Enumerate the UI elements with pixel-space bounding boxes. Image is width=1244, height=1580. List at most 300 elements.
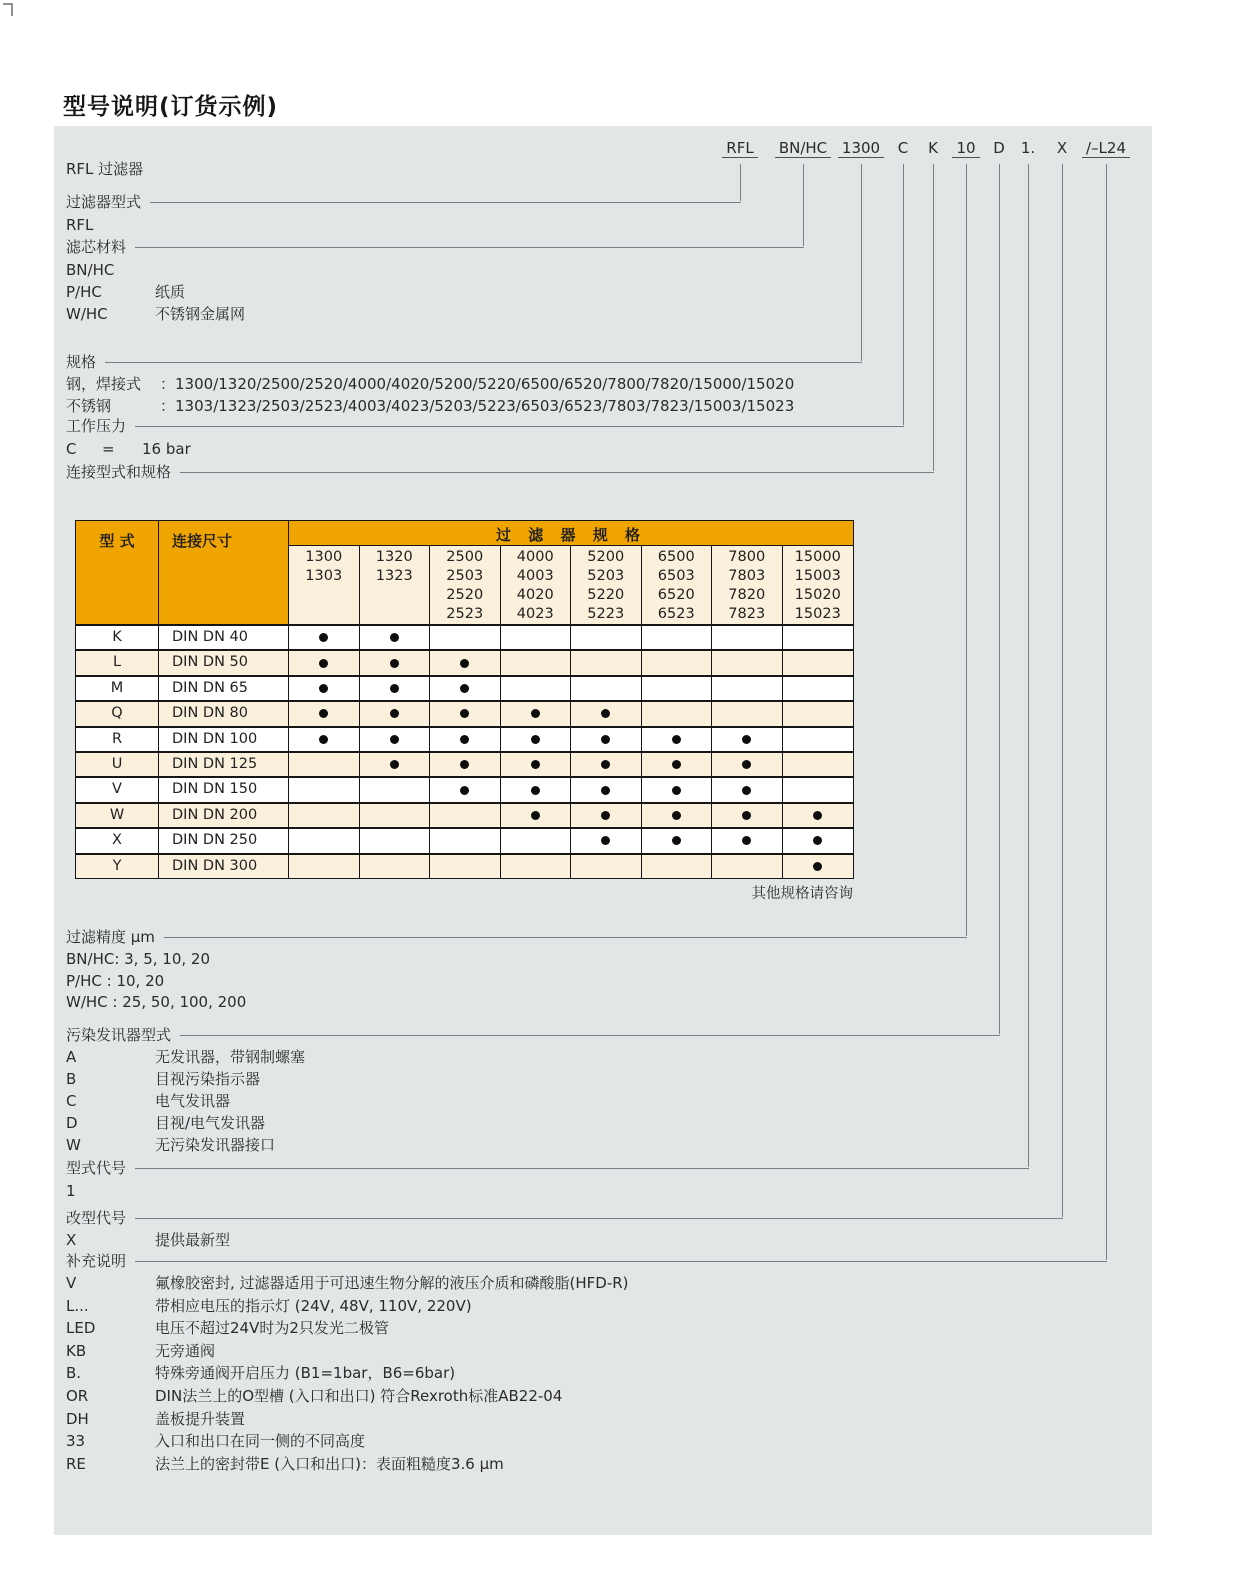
- spec-cell: [712, 753, 783, 776]
- item-code: 33: [66, 1432, 86, 1450]
- spec-cell: [783, 855, 854, 878]
- section-label: 型式代号: [66, 1158, 127, 1177]
- section-rule: [164, 937, 967, 938]
- availability-dot: [601, 709, 610, 718]
- spec-cell: [430, 778, 501, 801]
- spec-cell: [571, 728, 642, 751]
- table-row: [76, 649, 853, 674]
- text-line: P/HC : 10, 20: [66, 972, 165, 990]
- item-desc: 盖板提升装置: [155, 1410, 246, 1428]
- code-segment-text: /–L24: [1082, 139, 1130, 158]
- availability-dot: [531, 709, 540, 718]
- table-header-span: 过 滤 器 规 格: [289, 521, 853, 546]
- availability-dot: [672, 735, 681, 744]
- section-rule: [135, 1218, 1063, 1219]
- spec-number: 2520: [446, 587, 484, 603]
- size-values: 1300/1320/2500/2520/4000/4020/5200/5220/6500/6520/7800/7820/15000/15020: [175, 375, 795, 393]
- spec-col-header: [712, 546, 783, 624]
- spec-number: 4003: [516, 568, 554, 584]
- text-line: 1: [66, 1182, 76, 1200]
- spec-cell: [571, 626, 642, 649]
- spec-cell: [642, 753, 713, 776]
- section-rule: [135, 247, 804, 248]
- section-label: 污染发讯器型式: [66, 1025, 172, 1044]
- item-code: C: [66, 1092, 77, 1110]
- code-segment-text: 1300: [838, 139, 884, 158]
- item-desc: 无污染发讯器接口: [155, 1136, 276, 1154]
- item-code: DH: [66, 1410, 89, 1428]
- corner-registration-mark: [3, 3, 13, 16]
- spec-number: 1300: [305, 549, 343, 565]
- spec-cell: [360, 829, 431, 852]
- spec-number: 2523: [446, 606, 484, 622]
- spec-cell: [571, 753, 642, 776]
- spec-cell: [712, 728, 783, 751]
- type-cell: W: [76, 804, 159, 827]
- availability-dot: [390, 659, 399, 668]
- spec-cell: [430, 677, 501, 700]
- spec-cell: [501, 728, 572, 751]
- size-cell: DIN DN 100: [159, 728, 289, 751]
- size-label: 不锈钢: [66, 397, 112, 415]
- item-code: B.: [66, 1364, 82, 1382]
- spec-cell: [289, 829, 360, 852]
- availability-dot: [390, 760, 399, 769]
- spec-cell: [501, 626, 572, 649]
- section-rule: [135, 1168, 1029, 1169]
- spec-cell: [430, 753, 501, 776]
- connector-vline: [903, 164, 904, 425]
- spec-cell: [360, 677, 431, 700]
- spec-cell: [783, 651, 854, 674]
- item-code: LED: [66, 1319, 96, 1337]
- spec-col-header: [289, 546, 360, 624]
- code-segment-text: BN/HC: [775, 139, 831, 158]
- spec-number: 2503: [446, 568, 484, 584]
- spec-cell: [642, 804, 713, 827]
- code-desc-line: [66, 261, 155, 280]
- availability-dot: [813, 862, 822, 871]
- availability-dot: [390, 709, 399, 718]
- availability-dot: [460, 760, 469, 769]
- section-label-row: [66, 352, 862, 370]
- item-desc: 特殊旁通阀开启压力 (B1=1bar，B6=6bar): [155, 1364, 456, 1382]
- item-desc: 不锈钢金属网: [155, 305, 246, 323]
- spec-cell: [642, 702, 713, 725]
- code-desc-line: [66, 1319, 389, 1338]
- type-cell: Q: [76, 702, 159, 725]
- spec-number: 5220: [587, 587, 625, 603]
- code-desc-line: [66, 1342, 215, 1361]
- type-cell: R: [76, 728, 159, 751]
- code-desc-line: [66, 283, 185, 302]
- spec-cell: [289, 651, 360, 674]
- code-desc-line: [66, 305, 245, 324]
- spec-table: [75, 520, 854, 879]
- section-rule: [135, 426, 904, 427]
- code-desc-line: [66, 1114, 265, 1133]
- availability-dot: [390, 735, 399, 744]
- spec-cell: [501, 804, 572, 827]
- spec-cell: [783, 626, 854, 649]
- spec-cell: [712, 778, 783, 801]
- code-segment-text: 10: [952, 139, 979, 158]
- code-desc-line: [66, 1364, 455, 1383]
- spec-cell: [501, 753, 572, 776]
- item-code: B: [66, 1070, 77, 1088]
- item-code: RE: [66, 1455, 86, 1473]
- connector-vline: [803, 164, 804, 246]
- spec-cell: [783, 778, 854, 801]
- item-desc: 带相应电压的指示灯 (24V, 48V, 110V, 220V): [155, 1297, 472, 1315]
- spec-number: 15003: [794, 568, 841, 584]
- spec-cell: [571, 855, 642, 878]
- spec-number: 7823: [728, 606, 766, 622]
- section-label-row: [66, 462, 934, 480]
- pressure-value: 16 bar: [142, 440, 191, 458]
- spec-cell: [783, 753, 854, 776]
- item-desc: 无发讯器，带钢制螺塞: [155, 1048, 306, 1066]
- section-label: 滤芯材料: [66, 237, 127, 256]
- size-cell: DIN DN 200: [159, 804, 289, 827]
- spec-cell: [289, 626, 360, 649]
- item-desc: 纸质: [155, 283, 186, 301]
- code-segment-text: C: [897, 139, 909, 157]
- spec-cell: [642, 677, 713, 700]
- spec-cell: [430, 728, 501, 751]
- table-header-type: 型 式: [76, 521, 159, 624]
- spec-cell: [571, 778, 642, 801]
- code-desc-line: [66, 1274, 629, 1293]
- spec-cell: [642, 855, 713, 878]
- table-row: [76, 827, 853, 852]
- spec-number: 4000: [516, 549, 554, 565]
- type-cell: V: [76, 778, 159, 801]
- spec-number: 6500: [657, 549, 695, 565]
- spec-number: 5203: [587, 568, 625, 584]
- item-code: KB: [66, 1342, 87, 1360]
- connector-vline: [933, 164, 934, 471]
- spec-cell: [501, 677, 572, 700]
- size-line: [66, 375, 794, 394]
- code-desc-line: [66, 1231, 230, 1250]
- spec-cell: [712, 651, 783, 674]
- spec-col-header: [430, 546, 501, 624]
- spec-cell: [430, 651, 501, 674]
- availability-dot: [813, 836, 822, 845]
- spec-cell: [289, 804, 360, 827]
- table-header-specs: [289, 521, 853, 624]
- spec-cell: [360, 702, 431, 725]
- spec-cell: [501, 829, 572, 852]
- pressure-line: [66, 440, 191, 459]
- spec-number: 15020: [794, 587, 841, 603]
- code-desc-line: [66, 1297, 472, 1316]
- code-segment: [1061, 139, 1151, 159]
- size-values: 1303/1323/2503/2523/4003/4023/5203/5223/6503/6523/7803/7823/15003/15023: [175, 397, 795, 415]
- section-label: 过滤器型式: [66, 192, 142, 211]
- pressure-eq: =: [102, 440, 115, 458]
- availability-dot: [460, 709, 469, 718]
- spec-cell: [289, 778, 360, 801]
- page-title: 型号说明(订货示例): [63, 94, 279, 120]
- spec-cell: [360, 778, 431, 801]
- item-desc: 无旁通阀: [155, 1342, 216, 1360]
- item-code: V: [66, 1274, 77, 1292]
- spec-cell: [289, 728, 360, 751]
- availability-dot: [742, 786, 751, 795]
- connector-vline: [740, 164, 741, 201]
- spec-cell: [783, 728, 854, 751]
- section-label-row: [66, 192, 741, 210]
- item-code: BN/HC: [66, 261, 115, 279]
- type-cell: K: [76, 626, 159, 649]
- section-label: 补充说明: [66, 1251, 127, 1270]
- spec-number: 6523: [657, 606, 695, 622]
- code-desc-line: [66, 1048, 305, 1067]
- connector-vline: [1028, 164, 1029, 1167]
- spec-number: 1320: [375, 549, 413, 565]
- spec-cell: [501, 702, 572, 725]
- section-label-row: [66, 1251, 1107, 1269]
- type-cell: L: [76, 651, 159, 674]
- availability-dot: [460, 786, 469, 795]
- section-label-row: [66, 1208, 1063, 1226]
- code-segment-text: D: [993, 139, 1005, 157]
- item-code: OR: [66, 1387, 89, 1405]
- availability-dot: [319, 684, 328, 693]
- item-code: W: [66, 1136, 81, 1154]
- type-cell: U: [76, 753, 159, 776]
- table-row: [76, 751, 853, 776]
- table-row: [76, 776, 853, 801]
- size-cell: DIN DN 40: [159, 626, 289, 649]
- availability-dot: [601, 836, 610, 845]
- size-cell: DIN DN 250: [159, 829, 289, 852]
- spec-number: 7803: [728, 568, 766, 584]
- availability-dot: [672, 760, 681, 769]
- availability-dot: [531, 786, 540, 795]
- pressure-code: C: [66, 440, 77, 458]
- spec-number: 6503: [657, 568, 695, 584]
- spec-cell: [289, 753, 360, 776]
- section-label-row: [66, 1025, 1000, 1043]
- availability-dot: [531, 735, 540, 744]
- section-label: 过滤精度 µm: [66, 927, 155, 946]
- section-label-row: [66, 1158, 1029, 1176]
- spec-cell: [571, 651, 642, 674]
- text-line: RFL 过滤器: [66, 160, 144, 178]
- spec-cell: [783, 804, 854, 827]
- code-desc-line: [66, 1410, 245, 1429]
- size-cell: DIN DN 125: [159, 753, 289, 776]
- spec-number: 5223: [587, 606, 625, 622]
- spec-number: 6520: [657, 587, 695, 603]
- code-desc-line: [66, 1455, 504, 1474]
- availability-dot: [672, 786, 681, 795]
- availability-dot: [601, 811, 610, 820]
- spec-cell: [430, 829, 501, 852]
- availability-dot: [460, 684, 469, 693]
- table-row: [76, 700, 853, 725]
- spec-cell: [642, 626, 713, 649]
- spec-cell: [360, 651, 431, 674]
- connector-vline: [1106, 164, 1107, 1260]
- code-desc-line: [66, 1092, 230, 1111]
- table-row: [76, 675, 853, 700]
- spec-number: 5200: [587, 549, 625, 565]
- size-line: [66, 397, 794, 416]
- spec-cell: [783, 829, 854, 852]
- spec-number: 1303: [305, 568, 343, 584]
- spec-number: 7820: [728, 587, 766, 603]
- section-rule: [180, 472, 934, 473]
- size-cell: DIN DN 65: [159, 677, 289, 700]
- spec-number: 15000: [794, 549, 841, 565]
- size-sep: ：: [160, 397, 176, 415]
- size-cell: DIN DN 300: [159, 855, 289, 878]
- connector-vline: [999, 164, 1000, 1034]
- availability-dot: [531, 760, 540, 769]
- item-desc: 法兰上的密封带E (入口和出口)：表面粗糙度3.6 µm: [155, 1455, 504, 1473]
- spec-number: 1323: [375, 568, 413, 584]
- text-line: BN/HC: 3, 5, 10, 20: [66, 950, 211, 968]
- code-segment-text: K: [928, 139, 938, 157]
- item-code: X: [66, 1231, 77, 1249]
- table-row: [76, 853, 853, 878]
- spec-cell: [712, 804, 783, 827]
- availability-dot: [742, 735, 751, 744]
- size-cell: DIN DN 50: [159, 651, 289, 674]
- spec-number: 4020: [516, 587, 554, 603]
- availability-dot: [742, 760, 751, 769]
- availability-dot: [319, 709, 328, 718]
- availability-dot: [672, 836, 681, 845]
- availability-dot: [460, 659, 469, 668]
- spec-cell: [501, 855, 572, 878]
- code-desc-line: [66, 1432, 365, 1451]
- spec-col-headers: [289, 546, 853, 624]
- availability-dot: [319, 659, 328, 668]
- spec-cell: [642, 651, 713, 674]
- spec-number: 7800: [728, 549, 766, 565]
- spec-cell: [783, 702, 854, 725]
- item-desc: 目视/电气发讯器: [155, 1114, 266, 1132]
- spec-cell: [360, 728, 431, 751]
- spec-cell: [289, 855, 360, 878]
- availability-dot: [601, 735, 610, 744]
- section-rule: [150, 202, 741, 203]
- text-line: W/HC : 25, 50, 100, 200: [66, 993, 247, 1011]
- code-desc-line: [66, 1136, 275, 1155]
- item-code: W/HC: [66, 305, 108, 323]
- item-desc: 电压不超过24V时为2只发光二极管: [155, 1319, 389, 1337]
- availability-dot: [601, 760, 610, 769]
- table-header: [76, 521, 853, 624]
- spec-cell: [712, 702, 783, 725]
- table-header-size: 连接尺寸: [159, 521, 289, 624]
- spec-cell: [712, 677, 783, 700]
- section-label: 改型代号: [66, 1208, 127, 1227]
- spec-number: 2500: [446, 549, 484, 565]
- item-desc: 电气发讯器: [155, 1092, 231, 1110]
- item-code: D: [66, 1114, 78, 1132]
- spec-col-header: [642, 546, 713, 624]
- item-desc: DIN法兰上的O型槽 (入口和出口) 符合Rexroth标准AB22-04: [155, 1387, 563, 1405]
- item-code: P/HC: [66, 283, 102, 301]
- spec-cell: [430, 626, 501, 649]
- spec-cell: [360, 804, 431, 827]
- item-code: L...: [66, 1297, 89, 1315]
- availability-dot: [813, 811, 822, 820]
- spec-cell: [571, 804, 642, 827]
- connector-vline: [861, 164, 862, 361]
- table-footnote: 其他规格请咨询: [751, 886, 853, 902]
- section-rule: [180, 1035, 1000, 1036]
- spec-cell: [430, 804, 501, 827]
- availability-dot: [742, 836, 751, 845]
- spec-col-header: [501, 546, 572, 624]
- spec-cell: [712, 855, 783, 878]
- section-label-row: [66, 237, 804, 255]
- type-cell: M: [76, 677, 159, 700]
- spec-cell: [642, 829, 713, 852]
- text-line: RFL: [66, 216, 94, 234]
- item-code: A: [66, 1048, 77, 1066]
- spec-number: 4023: [516, 606, 554, 622]
- spec-cell: [360, 753, 431, 776]
- spec-cell: [289, 677, 360, 700]
- code-desc-line: [66, 1387, 562, 1406]
- availability-dot: [460, 735, 469, 744]
- type-cell: X: [76, 829, 159, 852]
- spec-cell: [501, 651, 572, 674]
- spec-cell: [642, 778, 713, 801]
- spec-cell: [642, 728, 713, 751]
- table-row: [76, 726, 853, 751]
- spec-cell: [360, 855, 431, 878]
- availability-dot: [531, 811, 540, 820]
- connector-vline: [966, 164, 967, 936]
- item-desc: 氟橡胶密封, 过滤器适用于可迅速生物分解的液压介质和磷酸脂(HFD-R): [155, 1274, 629, 1292]
- availability-dot: [601, 786, 610, 795]
- code-segment-text: 1.: [1020, 139, 1036, 157]
- spec-number: 15023: [794, 606, 841, 622]
- availability-dot: [319, 633, 328, 642]
- availability-dot: [319, 735, 328, 744]
- spec-cell: [571, 829, 642, 852]
- table-row: [76, 802, 853, 827]
- availability-dot: [742, 811, 751, 820]
- availability-dot: [390, 684, 399, 693]
- code-desc-line: [66, 1070, 260, 1089]
- section-rule: [135, 1261, 1107, 1262]
- size-sep: ：: [160, 375, 176, 393]
- availability-dot: [390, 633, 399, 642]
- size-cell: DIN DN 80: [159, 702, 289, 725]
- spec-cell: [289, 702, 360, 725]
- size-cell: DIN DN 150: [159, 778, 289, 801]
- spec-cell: [360, 626, 431, 649]
- section-label-row: [66, 416, 904, 434]
- spec-cell: [430, 702, 501, 725]
- spec-cell: [712, 626, 783, 649]
- availability-dot: [672, 811, 681, 820]
- section-label: 工作压力: [66, 416, 127, 435]
- item-desc: 提供最新型: [155, 1231, 231, 1249]
- code-segment-text: RFL: [722, 139, 757, 158]
- item-desc: 入口和出口在同一侧的不同高度: [155, 1432, 366, 1450]
